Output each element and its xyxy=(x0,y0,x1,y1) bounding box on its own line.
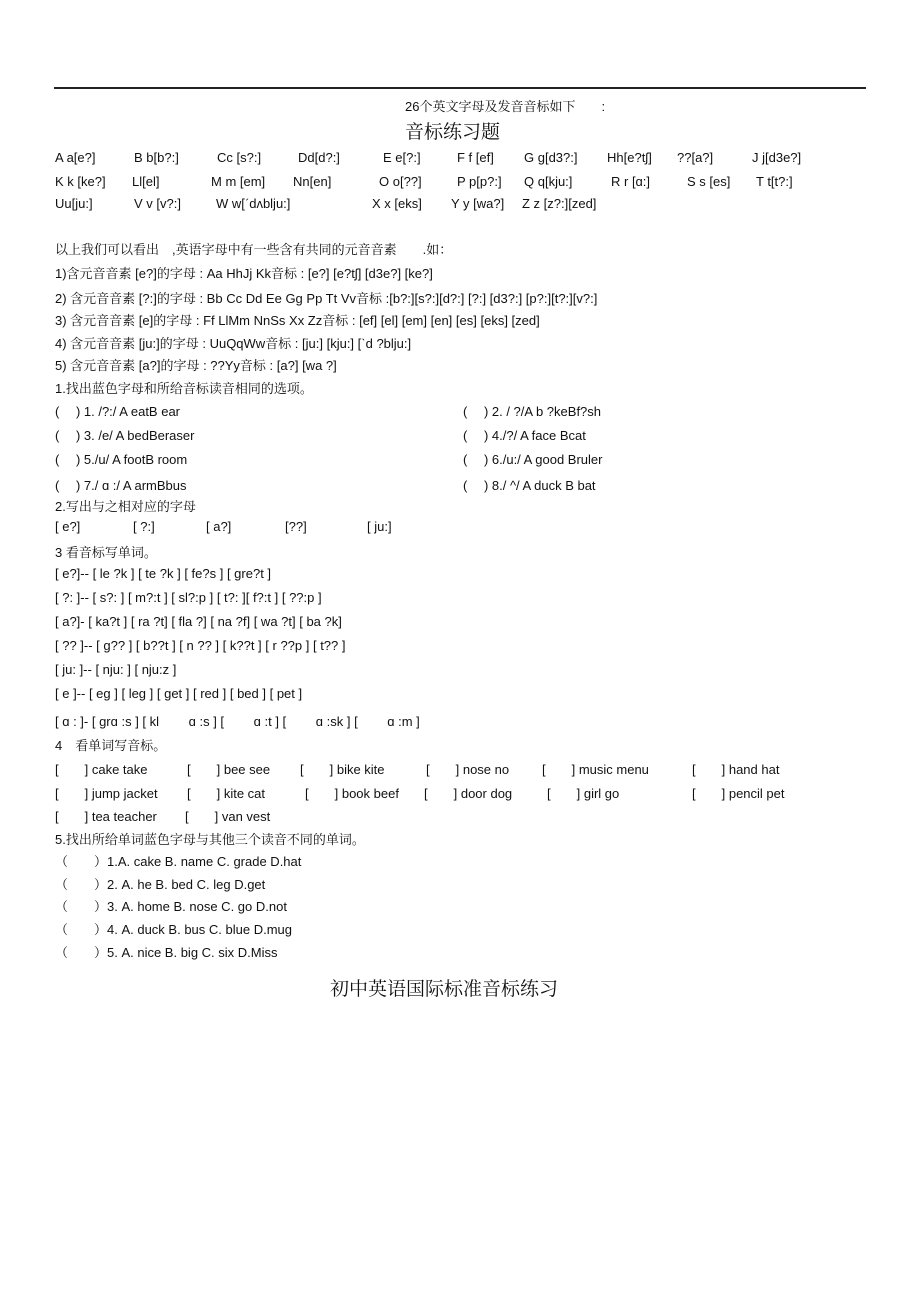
alphabet-a: A a[e?] xyxy=(55,150,96,165)
section1-item-5: ( ) 5./u/ A footB room xyxy=(55,452,188,467)
alphabet-k: K k [ke?] xyxy=(55,174,106,189)
section4-item: [ ] cake take xyxy=(55,762,148,777)
alphabet-q: Q q[kju:] xyxy=(524,174,573,189)
alphabet-z: Z z [z?:][zed] xyxy=(522,196,597,211)
section1-item-7: ( ) 7./ ɑ :/ A armBbus xyxy=(55,478,187,493)
section3-line: [ ju: ]-- [ nju: ] [ nju:z ] xyxy=(55,662,177,677)
alphabet-g: G g[d3?:] xyxy=(524,150,578,165)
section3-line: [ ɑ : ]- [ grɑ :s ] [ kl ɑ :s ] [ ɑ :t ] [ ɑ :sk ] [ ɑ :m ] xyxy=(55,714,420,729)
alphabet-e: E e[?:] xyxy=(383,150,421,165)
alphabet-c: Cc [s?:] xyxy=(217,150,262,165)
section2-heading: 2.写出与之相对应的字母 xyxy=(55,499,196,514)
intro-text: 以上我们可以看出 ,英语字母中有一些含有共同的元音音素 .如： xyxy=(55,242,453,257)
alphabet-t: T t[t?:] xyxy=(756,174,793,189)
alphabet-y: Y y [wa?] xyxy=(451,196,505,211)
section2-item-3: [ a?] xyxy=(206,519,232,534)
section3-heading: 3 看音标写单词。 xyxy=(55,545,157,560)
page-subtitle: 26个英文字母及发音音标如下 : xyxy=(405,99,606,114)
alphabet-v: V v [v?:] xyxy=(134,196,181,211)
section1-item-4: ( ) 4./?/ A face Bcat xyxy=(463,428,586,443)
section1-item-1: ( ) 1. /?:/ A eatB ear xyxy=(55,404,181,419)
alphabet-s: S s [es] xyxy=(687,174,731,189)
section2-item-1: [ e?] xyxy=(55,519,81,534)
alphabet-d: Dd[d?:] xyxy=(298,150,340,165)
alphabet-n: Nn[en] xyxy=(293,174,332,189)
section5-item: （ ）5. A. nice B. big C. six D.Miss xyxy=(55,945,278,960)
section4-item: [ ] pencil pet xyxy=(692,786,785,801)
vowel-group-5: 5) 含元音音素 [a?]的字母 : ??Yy音标 : [a?] [wa ?] xyxy=(55,358,337,373)
section1-item-3: ( ) 3. /e/ A bedBeraser xyxy=(55,428,195,443)
section1-item-2: ( ) 2. / ?/A b ?keBf?sh xyxy=(463,404,602,419)
section5-item: （ ）4. A. duck B. bus C. blue D.mug xyxy=(55,922,292,937)
section5-item: （ ）3. A. home B. nose C. go D.not xyxy=(55,899,287,914)
section4-item: [ ] tea teacher xyxy=(55,809,157,824)
section1-heading: 1.找出蓝色字母和所给音标读音相同的选项。 xyxy=(55,381,313,396)
alphabet-i: ??[a?] xyxy=(677,150,714,165)
top-rule xyxy=(54,87,866,89)
section2-item-5: [ ju:] xyxy=(367,519,392,534)
section4-item: [ ] music menu xyxy=(542,762,649,777)
alphabet-f: F f [ef] xyxy=(457,150,494,165)
section5-item: （ ）2. A. he B. bed C. leg D.get xyxy=(55,877,266,892)
section4-item: [ ] van vest xyxy=(185,809,271,824)
section4-item: [ ] bee see xyxy=(187,762,271,777)
alphabet-u: Uu[ju:] xyxy=(55,196,93,211)
section3-line: [ ?? ]-- [ g?? ] [ b??t ] [ n ?? ] [ k??t ] [ r ??p ] [ t?? ] xyxy=(55,638,346,653)
vowel-group-2: 2) 含元音音素 [?:]的字母 : Bb Cc Dd Ee Gg Pp Tt Vv音标 :[b?:][s?:][d?:] [?:] [d3?:] [p?:][t?:][v?:] xyxy=(55,291,598,306)
alphabet-o: O o[??] xyxy=(379,174,422,189)
section5-heading: 5.找出所给单词蓝色字母与其他三个读音不同的单词。 xyxy=(55,832,365,847)
section4-item: [ ] girl go xyxy=(547,786,620,801)
section1-item-8: ( ) 8./ ^/ A duck B bat xyxy=(463,478,596,493)
section2-item-4: [??] xyxy=(285,519,307,534)
alphabet-r: R r [ɑ:] xyxy=(611,174,651,189)
page-title: 音标练习题 xyxy=(405,121,501,143)
vowel-group-4: 4) 含元音音素 [ju:]的字母 : UuQqWw音标 : [ju:] [kju:] [ˋd ?blju:] xyxy=(55,336,412,351)
alphabet-b: B b[b?:] xyxy=(134,150,179,165)
alphabet-w: W w[ˊdʌblju:] xyxy=(216,196,291,211)
section4-item: [ ] bike kite xyxy=(300,762,385,777)
section4-item: [ ] nose no xyxy=(426,762,510,777)
footer-title: 初中英语国际标准音标练习 xyxy=(330,978,559,1000)
section4-heading: 4 看单词写音标。 xyxy=(55,738,167,753)
alphabet-l: Ll[el] xyxy=(132,174,160,189)
section3-line: [ ?: ]-- [ s?: ] [ m?:t ] [ sl?:p ] [ t?: ][ f?:t ] [ ??:p ] xyxy=(55,590,322,605)
alphabet-h: Hh[e?tʃ] xyxy=(607,150,652,165)
section3-line: [ a?]- [ ka?t ] [ ra ?t] [ fla ?] [ na ?f] [ wa ?t] [ ba ?k] xyxy=(55,614,342,629)
alphabet-j: J j[d3e?] xyxy=(752,150,802,165)
section1-item-6: ( ) 6./u:/ A good Bruler xyxy=(463,452,603,467)
section4-item: [ ] door dog xyxy=(424,786,513,801)
alphabet-m: M m [em] xyxy=(211,174,266,189)
section2-item-2: [ ?:] xyxy=(133,519,155,534)
section4-item: [ ] jump jacket xyxy=(55,786,158,801)
alphabet-p: P p[p?:] xyxy=(457,174,502,189)
vowel-group-1: 1)含元音音素 [e?]的字母 : Aa HhJj Kk音标 : [e?] [e?tʃ] [d3e?] [ke?] xyxy=(55,266,433,281)
alphabet-x: X x [eks] xyxy=(372,196,422,211)
section4-item: [ ] kite cat xyxy=(187,786,266,801)
section4-item: [ ] book beef xyxy=(305,786,399,801)
section3-line: [ e ]-- [ eg ] [ leg ] [ get ] [ red ] [ bed ] [ pet ] xyxy=(55,686,303,701)
section4-item: [ ] hand hat xyxy=(692,762,780,777)
vowel-group-3: 3) 含元音音素 [e]的字母 : Ff LlMm NnSs Xx Zz音标 : [ef] [el] [em] [en] [es] [eks] [zed] xyxy=(55,313,540,328)
section3-line: [ e?]-- [ le ?k ] [ te ?k ] [ fe?s ] [ gre?t ] xyxy=(55,566,272,581)
section5-item: （ ）1.A. cake B. name C. grade D.hat xyxy=(55,854,302,869)
